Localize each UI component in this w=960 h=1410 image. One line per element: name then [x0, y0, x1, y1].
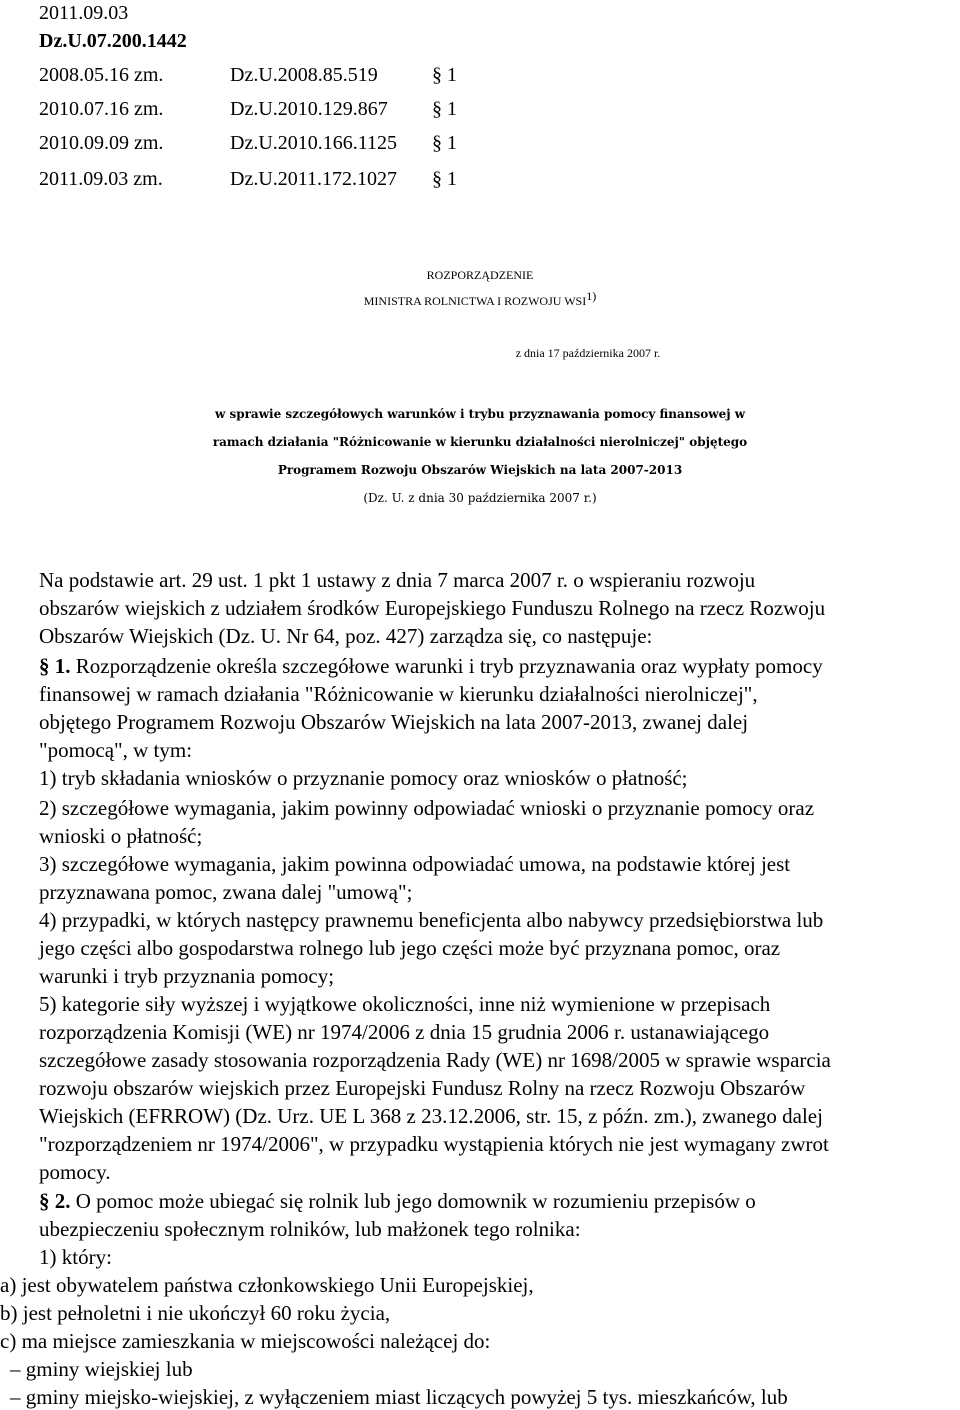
regulation-date-text: z dnia 17 października 2007 r.	[515, 346, 661, 360]
list-item: 1) tryb składania wniosków o przyznanie pomocy oraz wniosków o płatność;	[39, 766, 688, 790]
dash-item: – gminy wiejskiej lub	[10, 1357, 193, 1381]
paragraph-line: Wiejskich (EFRROW) (Dz. Urz. UE L 368 z 23.12.2006, str. 15, z późn. zm.), zwanego dalej	[39, 1104, 823, 1128]
footnote-marker: 1)	[586, 289, 597, 303]
paragraph-line: warunki i tryb przyznania pomocy;	[39, 964, 335, 988]
dash-item: – gminy miejsko-wiejskiej, z wyłączeniem miast liczących powyżej 5 tys. mieszkańców, lub	[10, 1385, 788, 1409]
publication-note: (Dz. U. z dnia 30 października 2007 r.)	[363, 491, 597, 505]
paragraph-line: "rozporządzeniem nr 1974/2006", w przypadku wystąpienia których nie jest wymagany zwrot	[39, 1132, 829, 1156]
subject-line: Programem Rozwoju Obszarów Wiejskich na lata 2007-2013	[277, 463, 683, 477]
paragraph-2-first-line	[39, 1188, 756, 1214]
paragraph-line: "pomocą", w tym:	[39, 738, 193, 762]
paragraph-line: pomocy.	[39, 1160, 111, 1184]
letter-item: a) jest obywatelem państwa członkowskiego Unii Europejskiej,	[0, 1273, 534, 1297]
issuing-authority	[0, 288, 960, 314]
amendment-ref: Dz.U.2011.172.1027	[230, 168, 398, 190]
amendment-ref: Dz.U.2008.85.519	[230, 64, 378, 86]
authority-name: MINISTRA ROLNICTWA I ROZWOJU WSI	[363, 294, 587, 308]
paragraph-1-first-line	[39, 653, 823, 679]
journal-reference: Dz.U.07.200.1442	[39, 30, 187, 52]
document-date: 2011.09.03	[39, 2, 129, 24]
paragraph-line: wnioski o płatność;	[39, 824, 203, 848]
paragraph-text: O pomoc może ubiegać się rolnik lub jego domownik w rozumieniu przepisów o	[75, 1189, 756, 1213]
amendment-ref: Dz.U.2010.129.867	[230, 98, 388, 120]
letter-item: c) ma miejsce zamieszkania w miejscowości należącej do:	[0, 1329, 491, 1353]
paragraph-line: przyznawana pomoc, zwana dalej "umową";	[39, 880, 413, 904]
paragraph-line: jego części albo gospodarstwa rolnego lub jego części może być przyznana pomoc, oraz	[39, 936, 781, 960]
amendment-date: 2010.09.09 zm.	[39, 132, 164, 154]
amendment-unit: § 1	[432, 98, 457, 120]
preamble-line: obszarów wiejskich z udziałem środków Europejskiego Funduszu Rolnego na rzecz Rozwoju	[39, 596, 826, 620]
paragraph-line: szczegółowe zasady stosowania rozporządzenia Rady (WE) nr 1698/2005 w sprawie wsparcia	[39, 1048, 831, 1072]
regulation-title: ROZPORZĄDZENIE	[426, 268, 534, 282]
paragraph-line: rozwoju obszarów wiejskich przez Europejski Fundusz Rolny na rzecz Rozwoju Obszarów	[39, 1076, 806, 1100]
preamble-line: Na podstawie art. 29 ust. 1 pkt 1 ustawy z dnia 7 marca 2007 r. o wspieraniu rozwoju	[39, 568, 756, 592]
paragraph-mark: § 1.	[39, 654, 71, 678]
paragraph-line: ubezpieczeniu społecznym rolników, lub małżonek tego rolnika:	[39, 1217, 581, 1241]
amendment-unit: § 1	[432, 64, 457, 86]
preamble-line: Obszarów Wiejskich (Dz. U. Nr 64, poz. 427) zarządza się, co następuje:	[39, 624, 653, 648]
amendment-unit: § 1	[432, 168, 457, 190]
amendment-ref: Dz.U.2010.166.1125	[230, 132, 398, 154]
amendment-date: 2010.07.16 zm.	[39, 98, 164, 120]
list-item: 2) szczegółowe wymagania, jakim powinny odpowiadać wnioski o przyznanie pomocy oraz	[39, 796, 815, 820]
list-item: 4) przypadki, w których następcy prawnemu beneficjenta albo nabywcy przedsiębiorstwa lub	[39, 908, 824, 932]
amendment-unit: § 1	[432, 132, 457, 154]
amendment-date: 2011.09.03 zm.	[39, 168, 163, 190]
list-item: 1) który:	[39, 1245, 112, 1269]
subject-line: ramach działania "Różnicowanie w kierunku działalności nierolniczej" objętego	[212, 435, 748, 449]
regulation-date	[0, 340, 960, 366]
list-item: 3) szczegółowe wymagania, jakim powinna odpowiadać umowa, na podstawie której jest	[39, 852, 791, 876]
subject-line: w sprawie szczegółowych warunków i trybu przyznawania pomocy finansowej w	[214, 407, 746, 421]
paragraph-mark: § 2.	[39, 1189, 71, 1213]
paragraph-line: finansowej w ramach działania "Różnicowanie w kierunku działalności nierolniczej",	[39, 682, 758, 706]
letter-item: b) jest pełnoletni i nie ukończył 60 roku życia,	[0, 1301, 391, 1325]
paragraph-text: Rozporządzenie określa szczegółowe warunki i tryb przyznawania oraz wypłaty pomocy	[75, 654, 823, 678]
paragraph-line: objętego Programem Rozwoju Obszarów Wiejskich na lata 2007-2013, zwanej dalej	[39, 710, 749, 734]
paragraph-line: rozporządzenia Komisji (WE) nr 1974/2006 z dnia 15 grudnia 2006 r. ustanawiającego	[39, 1020, 770, 1044]
list-item: 5) kategorie siły wyższej i wyjątkowe okoliczności, inne niż wymienione w przepisach	[39, 992, 771, 1016]
amendment-date: 2008.05.16 zm.	[39, 64, 164, 86]
